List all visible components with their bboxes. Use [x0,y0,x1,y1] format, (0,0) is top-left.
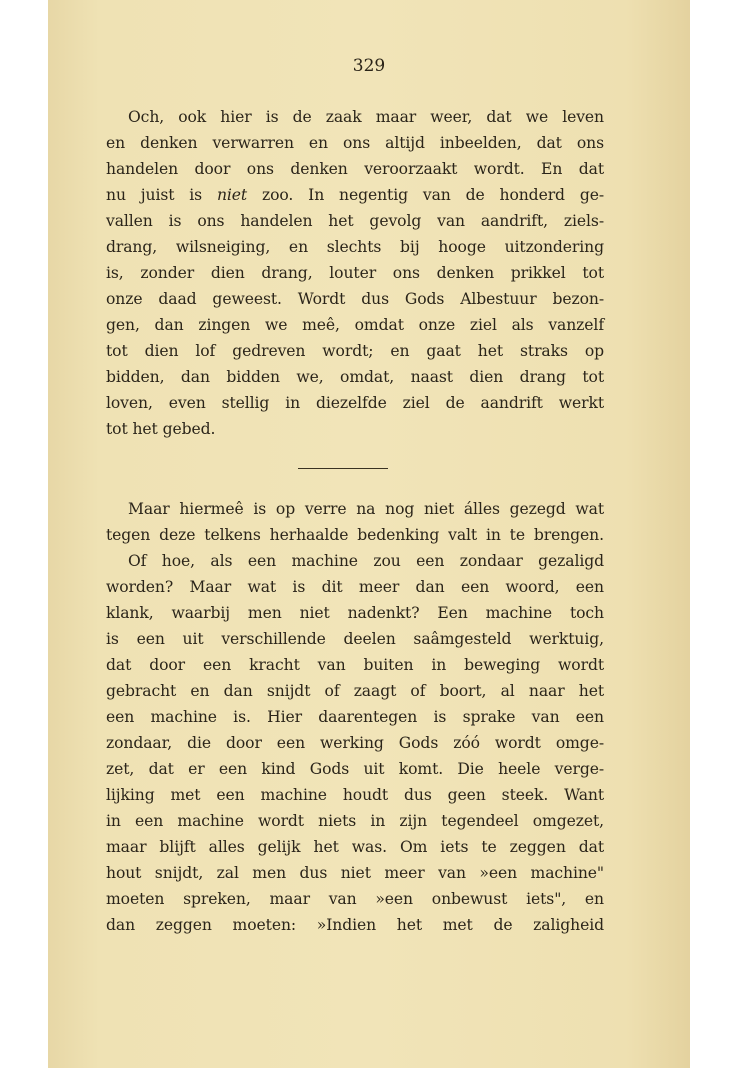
text-line: Of hoe, als een machine zou een zondaar gezaligd [128,552,604,570]
text-line: worden? Maar wat is dit meer dan een woord, een [106,578,604,596]
text-line: bidden, dan bidden we, omdat, naast dien drang tot [106,368,604,386]
text-line: is een uit verschillende deelen saâmgesteld werktuig, [106,630,604,648]
text-line: drang, wilsneiging, en slechts bij hooge uitzondering [106,238,604,256]
section-divider [298,468,388,469]
text-line: klank, waarbij men niet nadenkt? Een machine toch [106,604,604,622]
text-line: hout snijdt, zal men dus niet meer van »een machine" [106,864,604,882]
text-line: moeten spreken, maar van »een onbewust iets", en [106,890,604,908]
text-line: Och, ook hier is de zaak maar weer, dat we leven [128,108,604,126]
text-line: loven, even stellig in diezelfde ziel de aandrift werkt [106,394,604,412]
text-line: een machine is. Hier daarentegen is sprake van een [106,708,604,726]
text-line: vallen is ons handelen het gevolg van aandrift, ziels- [106,212,604,230]
text-line: lijking met een machine houdt dus geen steek. Want [106,786,604,804]
paragraph-1 [106,104,604,442]
text-line: tot het gebed. [106,420,216,438]
text-line: onze daad geweest. Wordt dus Gods Albestuur bezon- [106,290,604,308]
text-line: dat door een kracht van buiten in beweging wordt [106,656,604,674]
text-line: maar blijft alles gelijk het was. Om iets te zeggen dat [106,838,604,856]
text-line: nu juist is niet zoo. In negentig van de honderd ge- [106,186,604,204]
text-line: zet, dat er een kind Gods uit komt. Die heele verge- [106,760,604,778]
text-line: is, zonder dien drang, louter ons denken prikkel tot [106,264,604,282]
text-line: gen, dan zingen we meê, omdat onze ziel als vanzelf [106,316,604,334]
text-line: dan zeggen moeten: »Indien het met de zaligheid [106,916,604,934]
text-line: tegen deze telkens herhaalde bedenking valt in te brengen. [106,526,604,544]
text-line: handelen door ons denken veroorzaakt wordt. En dat [106,160,604,178]
text-line: in een machine wordt niets in zijn tegendeel omgezet, [106,812,604,830]
text-line: Maar hiermeê is op verre na nog niet álles gezegd wat [128,500,604,518]
text-line: tot dien lof gedreven wordt; en gaat het straks op [106,342,604,360]
text-line: gebracht en dan snijdt of zaagt of boort, al naar het [106,682,604,700]
book-page [48,0,690,1068]
text-line: zondaar, die door een werking Gods zóó wordt omge- [106,734,604,752]
emphasis-word: niet [216,186,248,204]
page-number: 329 [352,56,386,76]
text-line: en denken verwarren en ons altijd inbeelden, dat ons [106,134,604,152]
paragraph-2 [106,496,604,938]
